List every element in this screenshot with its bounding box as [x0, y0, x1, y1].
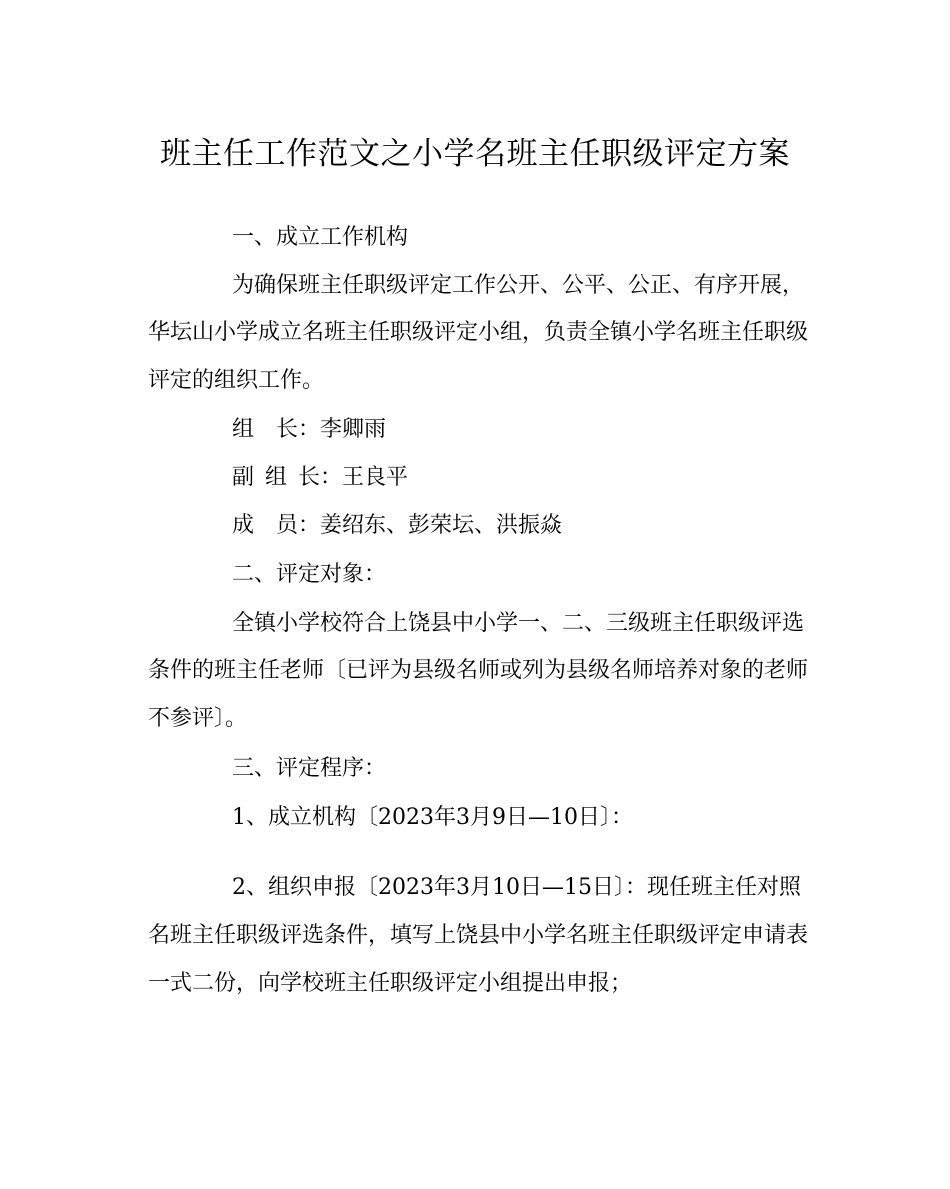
section-2-para-line: 不参评〕。 [148, 706, 248, 731]
members-label: 员： [276, 513, 321, 538]
members-line [232, 511, 562, 541]
section-2-para-line: 条件的班主任老师〔已评为县级名师或列为县级名师培养对象的老师 [148, 658, 809, 683]
section-1-para-line: 华坛山小学成立名班主任职级评定小组，负责全镇小学名班主任职级 [148, 320, 809, 345]
deputy-leader-label: 组 [265, 465, 288, 490]
step-2-line: 名班主任职级评选条件，填写上饶县中小学名班主任职级评定申请表 [148, 923, 809, 948]
section-1-para-line: 评定的组织工作。 [148, 368, 325, 393]
section-1-para-line: 为确保班主任职级评定工作公开、公平、公正、有序开展， [232, 273, 805, 298]
step-2-line: 一式二份，向学校班主任职级评定小组提出申报； [148, 971, 633, 996]
members-label: 成 [232, 513, 255, 538]
deputy-leader-label: 副 [232, 465, 255, 490]
section-1-heading: 一、成立工作机构 [232, 225, 409, 250]
section-2-para-line: 全镇小学校符合上饶县中小学一、二、三级班主任职级评选 [232, 611, 805, 636]
section-2-heading: 二、评定对象： [232, 562, 387, 587]
document-title: 班主任工作范文之小学名班主任职级评定方案 [160, 136, 790, 172]
deputy-leader-name: 王良平 [342, 465, 409, 490]
members-names: 姜绍东、彭荣坛、洪振焱 [320, 513, 563, 538]
group-leader-line [232, 415, 386, 445]
group-leader-label: 组 [232, 417, 255, 442]
group-leader-name: 李卿雨 [320, 417, 387, 442]
group-leader-label: 长： [276, 417, 321, 442]
section-3-heading: 三、评定程序： [232, 756, 387, 781]
deputy-leader-label: 长： [298, 465, 343, 490]
deputy-leader-line [232, 463, 408, 493]
step-2-line: 2、组织申报〔2023年3月10日—15日〕：现任班主任对照 [232, 875, 801, 900]
step-1: 1、成立机构〔2023年3月9日—10日〕： [232, 805, 633, 830]
